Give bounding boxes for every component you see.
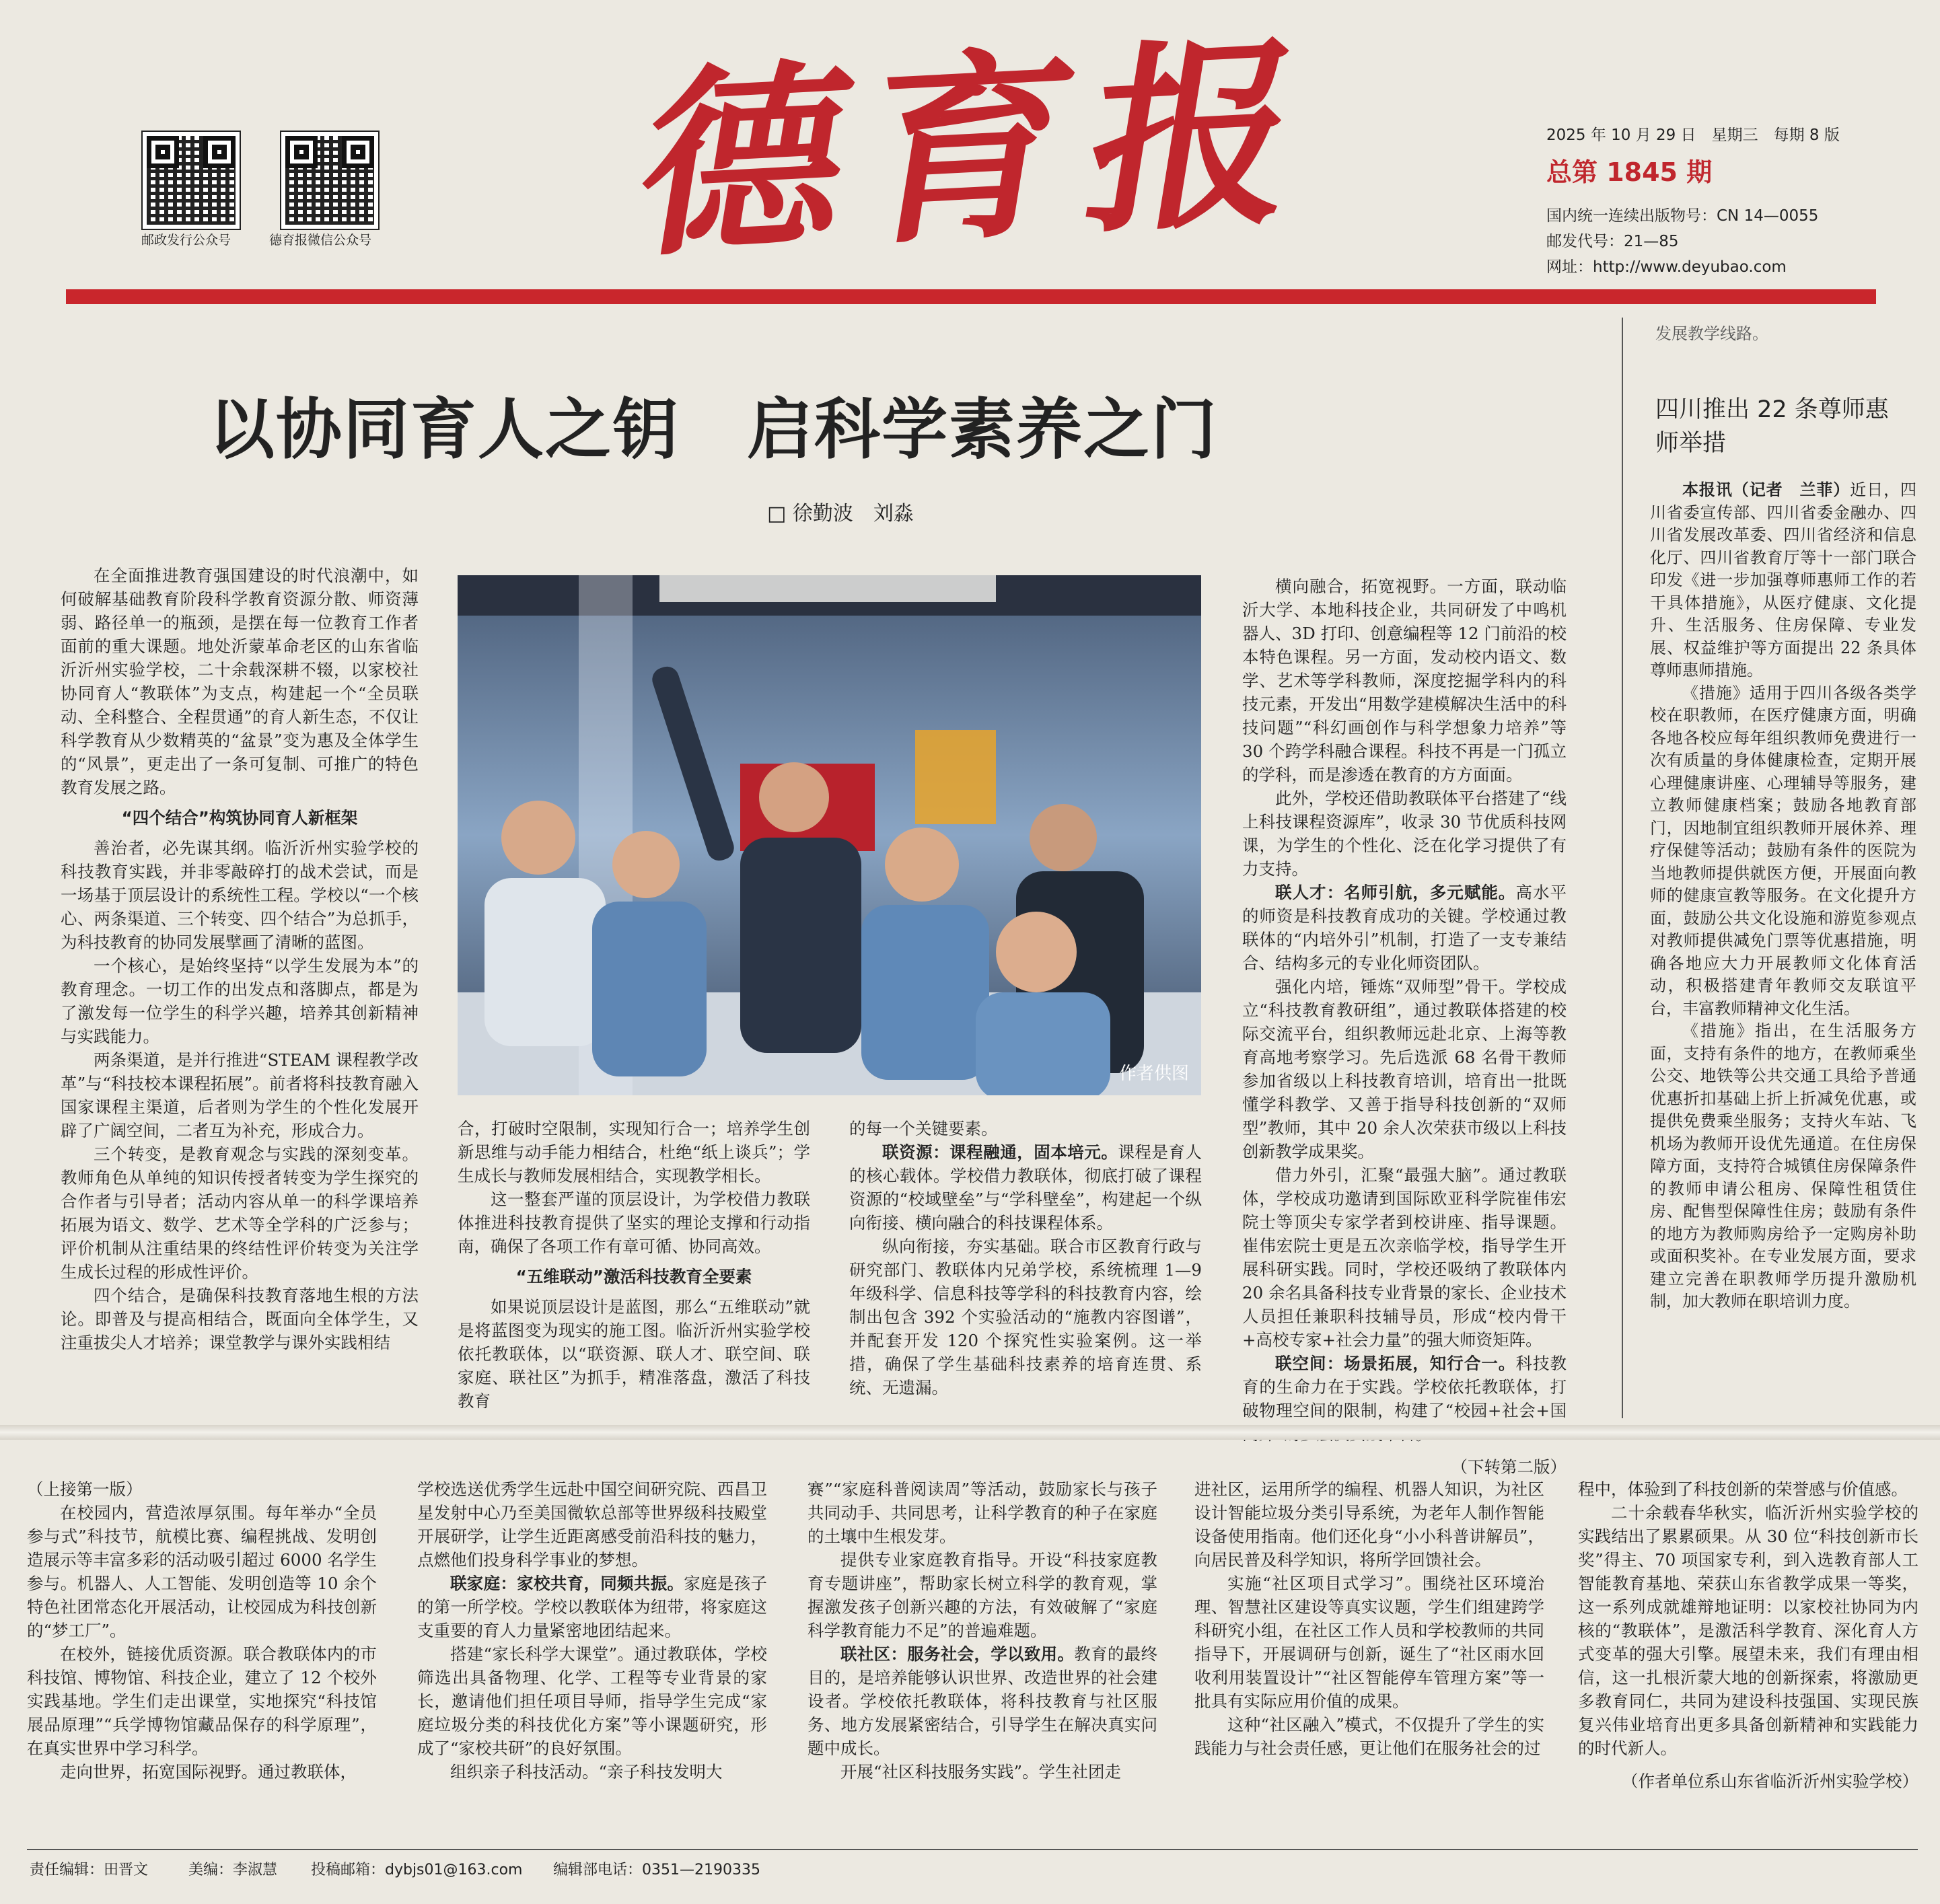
- paragraph-text: 近日，四川省委宣传部、四川省委金融办、四川省发展改革委、四川省经济和信息化厅、四川省教育厅等十一部门联合印发《进一步加强尊师惠师工作的若干具体措施》，从医疗健康、文化提升、生活服务、住房保障、专业发展、权益维护等方面提出 22 条具体尊师惠师措施。: [1650, 480, 1917, 680]
- paragraph: [417, 1642, 767, 1760]
- paragraph: [61, 1048, 419, 1142]
- paragraph-text: 借力外引，汇聚“最强大脑”。通过教联体，学校成功邀请到国际欧亚科学院崔伟宏院士等顶尖专家学者到校讲座、指导课题。崔伟宏院士更是五次亲临学校，指导学生开展科研实践。同时，学校还吸纳了教联体内 20 余名具备科技专业背景的家长、企业技术人员担任兼职科技辅导员，形成“校内骨干+高校专家+社会力量”的强大师资矩阵。: [1242, 1165, 1567, 1350]
- paragraph: [1194, 1477, 1544, 1572]
- paragraph: [1650, 479, 1916, 682]
- paragraph-text: 善治者，必先谋其纲。临沂沂州实验学校的科技教育实践，并非零敲碎打的战术尝试，而是一场基于顶层设计的系统性工程。学校以“一个核心、两条渠道、三个转变、四个结合”为总抓手，为科技教育的协同发展擘画了清晰的蓝图。: [61, 838, 419, 952]
- article-byline: □ 徐勤波 刘淼: [767, 502, 914, 525]
- article-photo: [458, 575, 1201, 1095]
- date-line: 2025 年 10 月 29 日 星期三 每期 8 版: [1546, 126, 1840, 144]
- paragraph: [417, 1760, 767, 1784]
- paragraph-lead: 本报讯（记者 兰菲）: [1682, 480, 1851, 499]
- qr-caption-postal: 邮政发行公众号: [141, 233, 231, 248]
- paragraph-lead: 联资源：课程融通，固本培元。: [882, 1142, 1118, 1162]
- column-divider: [1622, 318, 1623, 1418]
- paragraph-text: 实施“社区项目式学习”。围绕社区环境治理、智慧社区建设等真实议题，学生们组建跨学科研究小组，在社区工作人员和学校教师的共同指导下，开展调研与创新，诞生了“社区雨水回收利用装置设计”“社区智能停车管理方案”等一批具有实际应用价值的成果。: [1194, 1574, 1544, 1711]
- paragraph: [1650, 1020, 1916, 1313]
- bottom-column-3: [807, 1477, 1157, 1784]
- paragraph: [807, 1760, 1157, 1784]
- paragraph: [849, 1117, 1202, 1140]
- paragraph-text: 四个结合，是确保科技教育落地生根的方法论。即普及与提高相结合，既面向全体学生，又注重拔尖人才培养；课堂教学与课外实践相结: [61, 1286, 419, 1352]
- paragraph-text: 二十余载春华秋实，临沂沂州实验学校的实践结出了累累硕果。从 30 位“科技创新市长奖”得主、70 项国家专利，到入选教育部人工智能教育基地、荣获山东省教学成果一等奖，这一系列成就雄辩地证明：以家校社协同为内核的“教联体”，是激活科学教育、深化育人方式变革的强大引擎。展望未来，我们有理由相信，这一扎根沂蒙大地的创新探索，将激励更多教育同仁，共同为建设科技强国、实现民族复兴伟业培育出更多具备创新精神和实践能力的时代新人。: [1578, 1503, 1918, 1758]
- masthead-title: 德育报: [624, 12, 1335, 285]
- article-column-3: [849, 1117, 1202, 1399]
- cn-number: 国内统一连续出版物号：CN 14—0055: [1546, 207, 1819, 225]
- paragraph-text: 走向世界，拓宽国际视野。通过教联体，: [60, 1762, 357, 1782]
- paragraph-text: 此外，学校还借助教联体平台搭建了“线上科技课程资源库”，收录 30 节优质科技网课，为学生的个性化、泛在化学习提供了有力支持。: [1242, 789, 1567, 879]
- paragraph-text: 强化内培，锤炼“双师型”骨干。学校成立“科技教育教研组”，通过教联体搭建的校际交流平台，组织教师远赴北京、上海等教育高地考察学习。先后选派 68 名骨干教师参加省级以上科技教育培训，培育出一批既懂学科教学、又善于指导科技创新的“双师型”教师，其中 20 余人次荣获市级以上科技创新教学成果奖。: [1242, 977, 1567, 1161]
- paragraph-text: 在校园内，营造浓厚氛围。每年举办“全员参与式”科技节，航模比赛、编程挑战、发明创造展示等丰富多彩的活动吸引超过 6000 名学生参与。机器人、人工智能、发明创造等 10 余个特色社团常态化开展活动，让校园成为科技创新的“梦工厂”。: [27, 1503, 377, 1640]
- footer-rule: [27, 1849, 1918, 1850]
- paragraph-text: 在校外，链接优质资源。联合教联体内的市科技馆、博物馆、科技企业，建立了 12 个校外实践基地。学生们走出课堂，实地探究“科技馆展品原理”“兵学博物馆藏品保存的科学原理”，在真实世界中学习科学。: [27, 1644, 377, 1758]
- paragraph: [27, 1501, 377, 1642]
- paragraph: [417, 1477, 767, 1572]
- paragraph-lead: 联空间：场景拓展，知行合一。: [1275, 1354, 1516, 1373]
- paragraph-text: 教育的最终目的，是培养能够认识世界、改造世界的社会建设者。学校依托教联体，将科技教育与社区服务、地方发展紧密结合，引导学生在解决真实问题中成长。: [807, 1644, 1158, 1758]
- paragraph-text: 学校选送优秀学生远赴中国空间研究院、西昌卫星发射中心乃至美国微软总部等世界级科技殿堂开展研学，让学生近距离感受前沿科技的魅力，点燃他们投身科学事业的梦想。: [417, 1479, 767, 1570]
- paragraph-lead: 联人才：名师引航，多元赋能。: [1275, 883, 1516, 902]
- paragraph: [807, 1642, 1157, 1760]
- paragraph: [458, 1295, 810, 1413]
- continuation-note: [1578, 1769, 1918, 1793]
- footer-designer: 美编：李淑慧: [188, 1862, 278, 1878]
- bottom-column-4: [1194, 1477, 1544, 1760]
- paragraph-text: 一个核心，是始终坚持“以学生发展为本”的教育理念。一切工作的出发点和落脚点，都是为了激发每一位学生的科学兴趣，培养其创新精神与实践能力。: [61, 956, 419, 1046]
- paragraph: [849, 1140, 1202, 1235]
- paragraph-text: 合，打破时空限制，实现知行合一；培养学生创新思维与动手能力相结合，杜绝“纸上谈兵”；学生成长与教师发展相结合，实现教学相长。: [458, 1119, 810, 1185]
- paragraph: [849, 1235, 1202, 1399]
- paragraph: [807, 1477, 1157, 1548]
- paragraph-text: 课程是育人的核心载体。学校借力教联体，彻底打破了课程资源的“校域壁垒”与“学科壁垒”，构建起一个纵向衔接、横向融合的科技课程体系。: [849, 1142, 1202, 1233]
- paragraph: [1242, 575, 1567, 786]
- paragraph-text: 两条渠道，是并行推进“STEAM 课程教学改革”与“科技校本课程拓展”。前者将科技教育融入国家课程主渠道，后者则为学生的个性化发展开辟了广阔空间，二者互为补充，形成合力。: [61, 1050, 419, 1140]
- paragraph-text: 这一整套严谨的顶层设计，为学校借力教联体推进科技教育提供了坚实的理论支撑和行动指南，确保了各项工作有章可循、协同高效。: [458, 1189, 810, 1256]
- bottom-column-1: [27, 1477, 377, 1784]
- continued-text-strip: 发展教学线路。: [1655, 324, 1768, 343]
- footer-email[interactable]: 投稿邮箱：dybjs01@163.com: [311, 1862, 523, 1878]
- paragraph-text: 组织亲子科技活动。“亲子科技发明大: [450, 1762, 723, 1782]
- paragraph-text: 《措施》指出，在生活服务方面，支持有条件的地方，在教师乘坐公交、地铁等公共交通工具给予普通优惠折扣基础上折上折减免优惠，或提供免费乘坐服务；支持火车站、飞机场为教师开设优先通道。在住房保障方面，支持符合城镇住房保障条件的教师申请公租房、保障性租赁住房、配售型保障性住房；鼓励有条件的地方为教师购房给予一定购房补助或面积奖补。在专业发展方面，要求建立完善在职教师学历提升激励机制，加大教师在职培训力度。: [1650, 1021, 1916, 1311]
- paragraph: [1578, 1477, 1918, 1501]
- paragraph: [417, 1572, 767, 1642]
- paragraph-text: “五维联动”激活科技教育全要素: [515, 1267, 752, 1286]
- paragraph: [458, 1117, 810, 1187]
- section-subheading: [61, 806, 419, 830]
- paragraph-text: “四个结合”构筑协同育人新框架: [121, 808, 358, 828]
- page-fold: [0, 1425, 1940, 1440]
- paragraph: [61, 1142, 419, 1284]
- qr-code-wechat[interactable]: [281, 132, 378, 229]
- paragraph-text: （作者单位系山东省临沂沂州实验学校）: [1622, 1771, 1918, 1791]
- article-column-4: [1242, 575, 1567, 1479]
- paragraph-text: 提供专业家庭教育指导。开设“科技家庭教育专题讲座”，帮助家长树立科学的教育观，掌握激发孩子创新兴趣的方法，有效破解了“家庭科学教育能力不足”的普遍难题。: [807, 1550, 1157, 1640]
- paragraph-text: （下转第二版）: [1451, 1457, 1567, 1477]
- footer-editor: 责任编辑：田晋文: [30, 1862, 149, 1878]
- paragraph: [807, 1548, 1157, 1642]
- paragraph: [1242, 975, 1567, 1163]
- bottom-column-2: [417, 1477, 767, 1784]
- paragraph: [1242, 881, 1567, 975]
- paragraph: [61, 954, 419, 1048]
- paragraph: [27, 1760, 377, 1784]
- continuation-note: [1242, 1455, 1567, 1479]
- article-headline: 以协同育人之钥 启科学素养之门: [209, 392, 1219, 468]
- students-photo-illustration: [458, 575, 1201, 1095]
- paragraph-text: 程中，体验到了科技创新的荣誉感与价值感。: [1578, 1479, 1908, 1499]
- paragraph: [1650, 682, 1916, 1021]
- paragraph-text: 进社区，运用所学的编程、机器人知识，为社区设计智能垃圾分类引导系统，为老年人制作智能设备使用指南。他们还化身“小小科普讲解员”，向居民普及科学知识，将所学回馈社会。: [1194, 1479, 1544, 1570]
- paragraph: [1242, 786, 1567, 881]
- issue-number: 总第 1845 期: [1546, 157, 1713, 187]
- paragraph-text: 横向融合，拓宽视野。一方面，联动临沂大学、本地科技企业，共同研发了中鸣机器人、3D 打印、创意编程等 12 门前沿的校本特色课程。另一方面，发动校内语文、数学、艺术等学科教师，深度挖掘学科内的科技元素，开发出“用数学建模解决生活中的科技问题”“科幻画创作与科学想象力培养”等 30 个跨学科融合课程。科技不再是一门孤立的学科，而是渗透在教育的方方面面。: [1242, 577, 1567, 784]
- paragraph: [61, 836, 419, 954]
- paragraph-text: 开展“社区科技服务实践”。学生社团走: [840, 1762, 1122, 1782]
- paragraph-lead: 联社区：服务社会，学以致用。: [840, 1644, 1075, 1664]
- qr-code-postal[interactable]: [143, 132, 240, 229]
- photo-caption: 作者供图: [1118, 1064, 1189, 1084]
- paragraph-text: 在全面推进教育强国建设的时代浪潮中，如何破解基础教育阶段科学教育资源分散、师资薄弱、路径单一的瓶颈，是摆在每一位教育工作者面前的重大课题。地处沂蒙革命老区的山东省临沂沂州实验学校，二十余载深耕不辍，以家校社协同育人“教联体”为支点，构建起一个“全员联动、全科整合、全程贯通”的育人新生态，不仅让科学教育从少数精英的“盆景”变为惠及全体学生的“风景”，更走出了一条可复制、可推广的特色教育发展之路。: [61, 566, 419, 797]
- paragraph-text: 这种“社区融入”模式，不仅提升了学生的实践能力与社会责任感，更让他们在服务社会的过: [1194, 1715, 1544, 1758]
- paragraph-text: 家庭是孩子的第一所学校。学校以教联体为纽带，将家庭这支重要的育人力量紧密地团结起来。: [417, 1574, 768, 1640]
- masthead-red-bar: [66, 289, 1876, 304]
- paragraph-text: 高水平的师资是科技教育成功的关键。学校通过教联体的“内培外引”机制，打造了一支专兼结合、结构多元的专业化师资团队。: [1242, 883, 1567, 973]
- article-column-1: [61, 564, 419, 1354]
- paragraph: [61, 1284, 419, 1354]
- paragraph: [27, 1642, 377, 1760]
- paragraph: [27, 1477, 377, 1501]
- side-article-headline: 四川推出 22 条尊师惠师举措: [1655, 396, 1889, 457]
- paragraph-text: 赛”“家庭科普阅读周”等活动，鼓励家长与孩子共同动手、共同思考，让科学教育的种子在家庭的土壤中生根发芽。: [807, 1479, 1157, 1546]
- postal-code: 邮发代号：21—85: [1546, 233, 1679, 250]
- paragraph-text: 三个转变，是教育观念与实践的深刻变革。教师角色从单纯的知识传授者转变为学生探究的合作者与引导者；活动内容从单一的科学课培养拓展为语文、数学、艺术等全学科的广泛参与；评价机制从注重结果的终结性评价转变为关注学生成长过程的形成性评价。: [61, 1144, 419, 1282]
- paragraph: [1194, 1572, 1544, 1713]
- paragraph: [458, 1187, 810, 1258]
- paragraph-lead: 联家庭：家校共育，同频共振。: [450, 1574, 684, 1593]
- paragraph-text: 如果说顶层设计是蓝图，那么“五维联动”就是将蓝图变为现实的施工图。临沂沂州实验学校依托教联体，以“联资源、联人才、联空间、联家庭、联社区”为抓手，精准落盘，激活了科技教育: [458, 1297, 810, 1411]
- paragraph-text: 《措施》适用于四川各级各类学校在职教师，在医疗健康方面，明确各地各校应每年组织教师免费进行一次有质量的身体健康检查，定期开展心理健康讲座、心理辅导等服务，建立教师健康档案；鼓励各地教育部门，因地制宜组织教师开展休养、理疗保健等活动；鼓励有条件的医院为当地教师提供就医方便，开展面向教师的健康宣教等服务。在文化提升方面，鼓励公共文化设施和游览参观点对教师提供减免门票等优惠措施，明确各地应大力开展教师文化体育活动，积极搭建青年教师交友联谊平台，丰富教师精神文化生活。: [1650, 683, 1916, 1018]
- article-column-2: [458, 1117, 810, 1413]
- paragraph-text: （上接第一版）: [27, 1479, 143, 1499]
- paragraph-text: 的每一个关键要素。: [849, 1119, 998, 1138]
- footer-phone: 编辑部电话：0351—2190335: [553, 1862, 760, 1878]
- paragraph: [1578, 1501, 1918, 1760]
- paragraph: [1242, 1163, 1567, 1352]
- website[interactable]: 网址：http://www.deyubao.com: [1546, 258, 1787, 276]
- paragraph: [1194, 1713, 1544, 1760]
- paragraph-text: 搭建“家长科学大课堂”。通过教联体，学校筛选出具备物理、化学、工程等专业背景的家长，邀请他们担任项目导师，指导学生完成“家庭垃圾分类的科技优化方案”等小课题研究，形成了“家校共研”的良好氛围。: [417, 1644, 767, 1758]
- section-subheading: [458, 1265, 810, 1288]
- qr-caption-wechat: 德育报微信公众号: [269, 233, 372, 248]
- side-article-body: [1650, 479, 1916, 1313]
- paragraph: [61, 564, 419, 799]
- bottom-column-5: [1578, 1477, 1918, 1793]
- paragraph-text: 纵向衔接，夯实基础。联合市区教育行政与研究部门、教联体内兄弟学校，系统梳理 1—9 年级科学、信息科技等学科的科技教育内容，绘制出包含 392 个实验活动的“施教内容图谱”，并配套开发 120 个探究性实验案例。这一举措，确保了学生基础科技素养的培育连贯、系统、无遗漏。: [849, 1237, 1202, 1397]
- paragraph-text: 科技教育的生命力在于实践。学校依托教联体，打破物理空间的限制，构建了“校园+社会+国: [1242, 1354, 1567, 1420]
